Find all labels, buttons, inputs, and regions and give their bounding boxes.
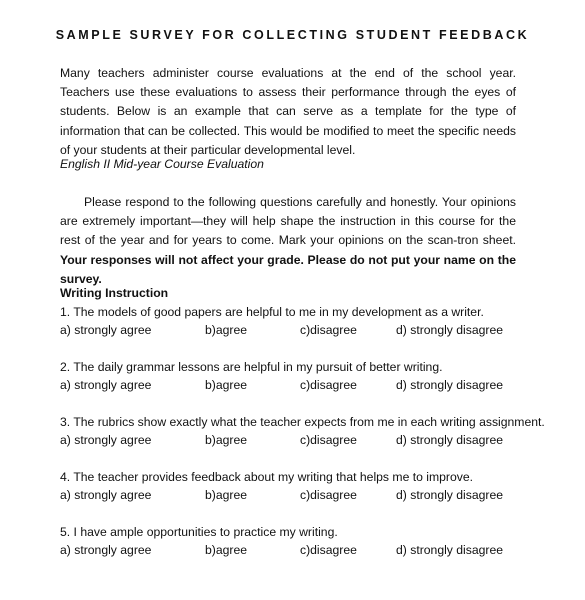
question-5-options [60, 543, 530, 561]
option-strongly-agree[interactable]: a) strongly agree [60, 433, 152, 447]
option-disagree[interactable]: c)disagree [300, 323, 357, 337]
question-2: 2. The daily grammar lessons are helpful in my pursuit of better writing. [60, 360, 443, 374]
instructions-bold-text: Your responses will not affect your grade. Please do not put your name on the survey. [60, 252, 516, 286]
option-strongly-agree[interactable]: a) strongly agree [60, 488, 152, 502]
option-strongly-disagree[interactable]: d) strongly disagree [396, 323, 504, 337]
option-strongly-disagree[interactable]: d) strongly disagree [396, 378, 504, 392]
evaluation-title: English II Mid-year Course Evaluation [60, 157, 264, 171]
question-3: 3. The rubrics show exactly what the teacher expects from me in each writing assignment. [60, 415, 545, 429]
question-4: 4. The teacher provides feedback about my writing that helps me to improve. [60, 470, 474, 484]
option-agree[interactable]: b)agree [205, 543, 248, 557]
option-strongly-disagree[interactable]: d) strongly disagree [396, 488, 504, 502]
option-strongly-disagree[interactable]: d) strongly disagree [396, 433, 504, 447]
document-title: SAMPLE SURVEY FOR COLLECTING STUDENT FEEDBACK [55, 28, 530, 42]
question-3-options [60, 433, 530, 451]
option-agree[interactable]: b)agree [205, 323, 248, 337]
option-strongly-disagree[interactable]: d) strongly disagree [396, 543, 504, 557]
instructions-paragraph [60, 193, 516, 289]
option-strongly-agree[interactable]: a) strongly agree [60, 543, 152, 557]
option-strongly-agree[interactable]: a) strongly agree [60, 323, 152, 337]
option-disagree[interactable]: c)disagree [300, 378, 357, 392]
option-disagree[interactable]: c)disagree [300, 488, 357, 502]
option-disagree[interactable]: c)disagree [300, 433, 357, 447]
section-title: Writing Instruction [60, 286, 169, 300]
question-4-options [60, 488, 530, 506]
question-2-options [60, 378, 530, 396]
option-disagree[interactable]: c)disagree [300, 543, 357, 557]
option-agree[interactable]: b)agree [205, 433, 248, 447]
question-5: 5. I have ample opportunities to practice my writing. [60, 525, 338, 539]
intro-text: Many teachers administer course evaluations at the end of the school year. Teachers use these evaluations to assess their performance through the eyes of students. Below is an example that can serve as a template for the type of information that can be collected. This would be modified to meet the specific needs of your students at their particular developmental level. [60, 66, 516, 157]
question-1-options [60, 323, 530, 341]
intro-paragraph [60, 64, 516, 160]
instructions-text: Please respond to the following questions carefully and honestly. Your opinions are extremely important—they will help shape the instruction in this course for the rest of the year and for years to come. Mark your opinions on the scan-tron sheet. [60, 195, 516, 248]
option-strongly-agree[interactable]: a) strongly agree [60, 378, 152, 392]
option-agree[interactable]: b)agree [205, 378, 248, 392]
question-1: 1. The models of good papers are helpful to me in my development as a writer. [60, 305, 484, 319]
option-agree[interactable]: b)agree [205, 488, 248, 502]
